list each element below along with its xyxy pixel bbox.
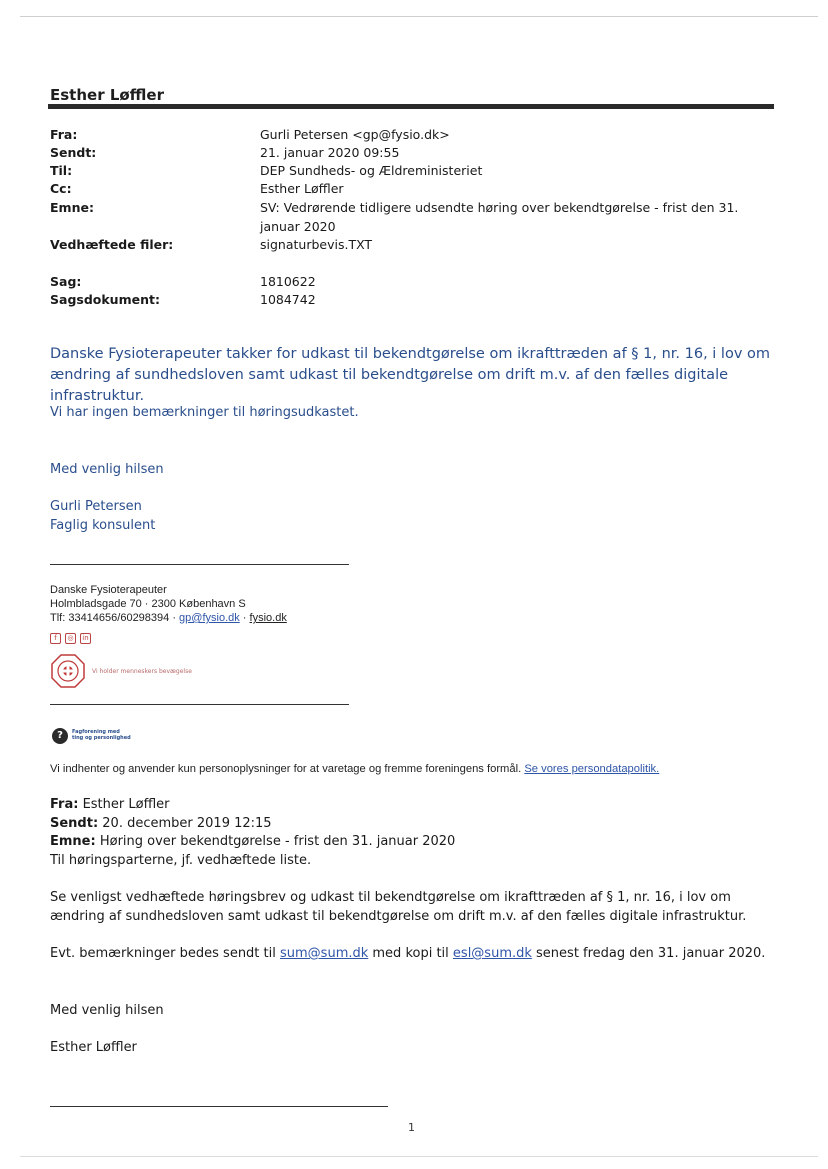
case-document-label: Sagsdokument:: [50, 292, 160, 307]
org-contact-line: [50, 612, 287, 626]
union-logo-text: [72, 729, 131, 741]
org-email-link[interactable]: gp@fysio.dk: [179, 612, 240, 624]
header-rule: [48, 104, 774, 109]
reply-body: Vi har ingen bemærkninger til høringsudkastet.: [50, 405, 359, 420]
from-value: Gurli Petersen <gp@fysio.dk>: [260, 127, 450, 142]
orig-deadline-mid: med kopi til: [368, 946, 453, 961]
attachment-file[interactable]: signaturbevis.TXT: [260, 237, 373, 252]
orig-from-value: Esther Løffler: [78, 797, 170, 812]
case-value: 1810622: [260, 274, 316, 289]
cc-label: Cc:: [50, 181, 72, 196]
orig-to-line: Til høringsparterne, jf. vedhæftede liste.: [50, 853, 312, 868]
linkedin-icon[interactable]: in: [80, 633, 91, 644]
esl-email-link[interactable]: esl@sum.dk: [452, 946, 532, 961]
instagram-icon[interactable]: ◎: [65, 633, 76, 644]
orig-from-label: Fra:: [50, 797, 79, 812]
orig-from-line: [50, 796, 169, 815]
reply-intro: Danske Fysioterapeuter takker for udkast til bekendtgørelse om ikrafttræden af § 1, nr. 16, i lov om ændring af sundhedsloven samt udkast til bekendtgørelse om drift m.v. af den fælles digitale infrastruktur.: [50, 346, 771, 404]
subject-label: Emne:: [50, 200, 94, 215]
sent-label: Sendt:: [50, 145, 97, 160]
org-badge-icon: [51, 654, 85, 688]
subject-value: SV: Vedrørende tidligere udsendte høring over bekendtgørelse - frist den 31. januar 2020: [260, 200, 739, 234]
privacy-policy-link[interactable]: Se vores persondatapolitik.: [524, 763, 660, 775]
page-number: 1: [408, 1121, 415, 1134]
orig-sent-label: Sendt:: [50, 816, 99, 831]
orig-subject-label: Emne:: [50, 834, 96, 849]
footer-rule: [50, 1106, 388, 1107]
case-label: Sag:: [50, 274, 82, 289]
org-phone: Tlf: 33414656/60298394 ·: [50, 612, 180, 624]
badge-caption: Vi holder menneskers bevægelse: [92, 668, 192, 675]
privacy-notice: [50, 763, 659, 777]
org-address: Holmbladsgade 70 · 2300 København S: [50, 598, 246, 610]
top-rule: [20, 16, 818, 17]
sent-value: 21. januar 2020 09:55: [260, 145, 400, 160]
org-name: Danske Fysioterapeuter: [50, 584, 167, 596]
org-web-link[interactable]: fysio.dk: [249, 612, 287, 624]
orig-signature-name: Esther Løffler: [50, 1040, 137, 1055]
sum-email-link[interactable]: sum@sum.dk: [280, 946, 369, 961]
privacy-text: Vi indhenter og anvender kun personoplysninger for at varetage og fremme foreningens formål.: [50, 763, 525, 775]
to-label: Til:: [50, 163, 73, 178]
case-document-value: 1084742: [260, 292, 316, 307]
orig-sent-value: 20. december 2019 12:15: [98, 816, 272, 831]
orig-sent-line: [50, 815, 272, 834]
from-label: Fra:: [50, 127, 78, 142]
signature-divider: [50, 564, 349, 565]
orig-deadline-paragraph: [50, 945, 765, 964]
mailbox-owner-name: Esther Løffler: [50, 86, 164, 104]
reply-signature-name: Gurli Petersen: [50, 499, 142, 514]
bottom-rule: [20, 1156, 818, 1157]
orig-subject-line: [50, 833, 455, 852]
org-separator: ·: [239, 612, 250, 624]
facebook-icon[interactable]: f: [50, 633, 61, 644]
to-value: DEP Sundheds- og Ældreministeriet: [260, 163, 483, 178]
orig-greeting: Med venlig hilsen: [50, 1003, 164, 1018]
social-icons: [50, 625, 95, 644]
reply-greeting: Med venlig hilsen: [50, 462, 164, 477]
orig-subject-value: Høring over bekendtgørelse - frist den 31. januar 2020: [95, 834, 456, 849]
orig-deadline-post: senest fredag den 31. januar 2020.: [531, 946, 766, 961]
cc-value: Esther Løffler: [260, 181, 344, 196]
attachments-label: Vedhæftede filer:: [50, 237, 174, 252]
orig-deadline-pre: Evt. bemærkninger bedes sendt til: [50, 946, 280, 961]
orig-body-paragraph: Se venligst vedhæftede høringsbrev og udkast til bekendtgørelse om ikrafttræden af § 1, nr. 16, i lov om ændring af sundhedsloven samt udkast til bekendtgørelse om drift m.v. af den fælles digitale infrastruktur.: [50, 890, 747, 924]
reply-signature-title: Faglig konsulent: [50, 518, 156, 533]
union-logo-icon: ?: [52, 728, 68, 744]
logo-divider: [50, 704, 349, 705]
union-logo-line1: Fagforening med: [72, 729, 120, 735]
union-logo-line2: ting og personlighed: [72, 735, 131, 741]
